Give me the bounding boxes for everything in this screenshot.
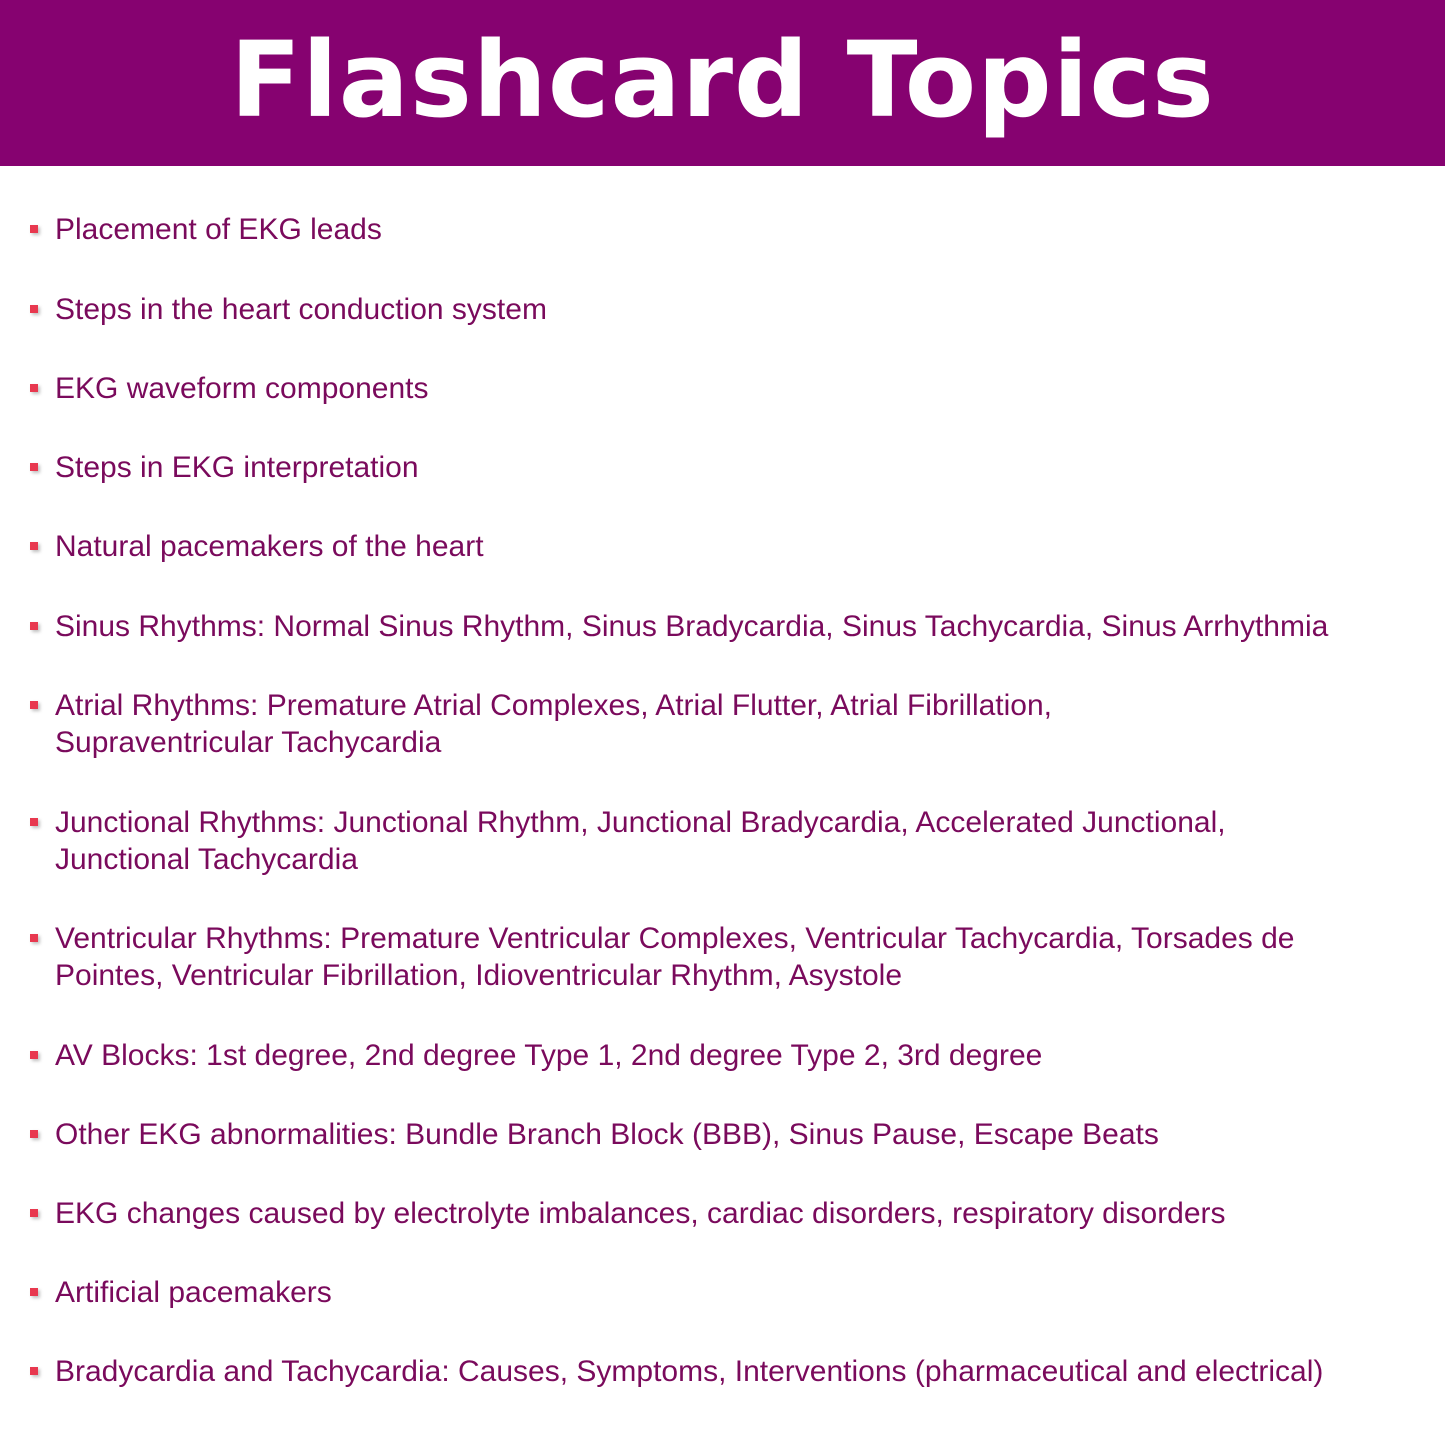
topic-item: [30, 687, 1430, 761]
bullet-icon: [30, 305, 38, 313]
bullet-icon: [30, 542, 38, 550]
topic-item: [30, 1274, 1430, 1311]
bullet-icon: [30, 463, 38, 471]
topic-item: [30, 1353, 1430, 1390]
topic-text: Other EKG abnormalities: Bundle Branch Block (BBB), Sinus Pause, Escape Beats: [55, 1118, 1159, 1151]
topic-item: [30, 370, 1430, 407]
bullet-icon: [30, 1130, 38, 1138]
topic-item: [30, 608, 1430, 645]
bullet-icon: [30, 701, 38, 709]
topic-text: Artificial pacemakers: [55, 1276, 332, 1309]
topic-item: [30, 291, 1430, 328]
topic-item: [30, 1037, 1430, 1074]
topic-text: Steps in the heart conduction system: [55, 293, 547, 326]
topic-item: [30, 1116, 1430, 1153]
topic-text: Sinus Rhythms: Normal Sinus Rhythm, Sinus Bradycardia, Sinus Tachycardia, Sinus Arrhythmia: [55, 610, 1329, 643]
page-title: Flashcard Topics: [230, 19, 1215, 141]
topic-item: [30, 920, 1430, 994]
topic-text: EKG changes caused by electrolyte imbalances, cardiac disorders, respiratory disorders: [55, 1197, 1226, 1230]
topic-item: [30, 211, 1430, 248]
topic-text: Atrial Rhythms: Premature Atrial Complexes, Atrial Flutter, Atrial Fibrillation, Supraventricular Tachycardia: [55, 689, 1053, 759]
topic-text: Junctional Rhythms: Junctional Rhythm, Junctional Bradycardia, Accelerated Junctional, Junctional Tachycardia: [55, 806, 1226, 876]
bullet-icon: [30, 934, 38, 942]
topic-text: Ventricular Rhythms: Premature Ventricular Complexes, Ventricular Tachycardia, Torsades de Pointes, Ventricular Fibrillation, Idioventricular Rhythm, Asystole: [55, 922, 1295, 992]
topic-text: EKG waveform components: [55, 372, 429, 405]
topic-text: AV Blocks: 1st degree, 2nd degree Type 1, 2nd degree Type 2, 3rd degree: [55, 1039, 1043, 1072]
topic-text: Steps in EKG interpretation: [55, 451, 419, 484]
topic-text: Bradycardia and Tachycardia: Causes, Symptoms, Interventions (pharmaceutical and electrical): [55, 1355, 1324, 1388]
bullet-icon: [30, 818, 38, 826]
topic-item: [30, 1195, 1430, 1232]
topic-item: [30, 528, 1430, 565]
bullet-icon: [30, 1367, 38, 1375]
topic-text: Natural pacemakers of the heart: [55, 530, 484, 563]
topic-text: Placement of EKG leads: [55, 213, 382, 246]
bullet-icon: [30, 225, 38, 233]
bullet-icon: [30, 1051, 38, 1059]
bullet-icon: [30, 622, 38, 630]
bullet-icon: [30, 1209, 38, 1217]
topic-item: [30, 804, 1430, 878]
bullet-icon: [30, 384, 38, 392]
topic-item: [30, 449, 1430, 486]
bullet-icon: [30, 1288, 38, 1296]
